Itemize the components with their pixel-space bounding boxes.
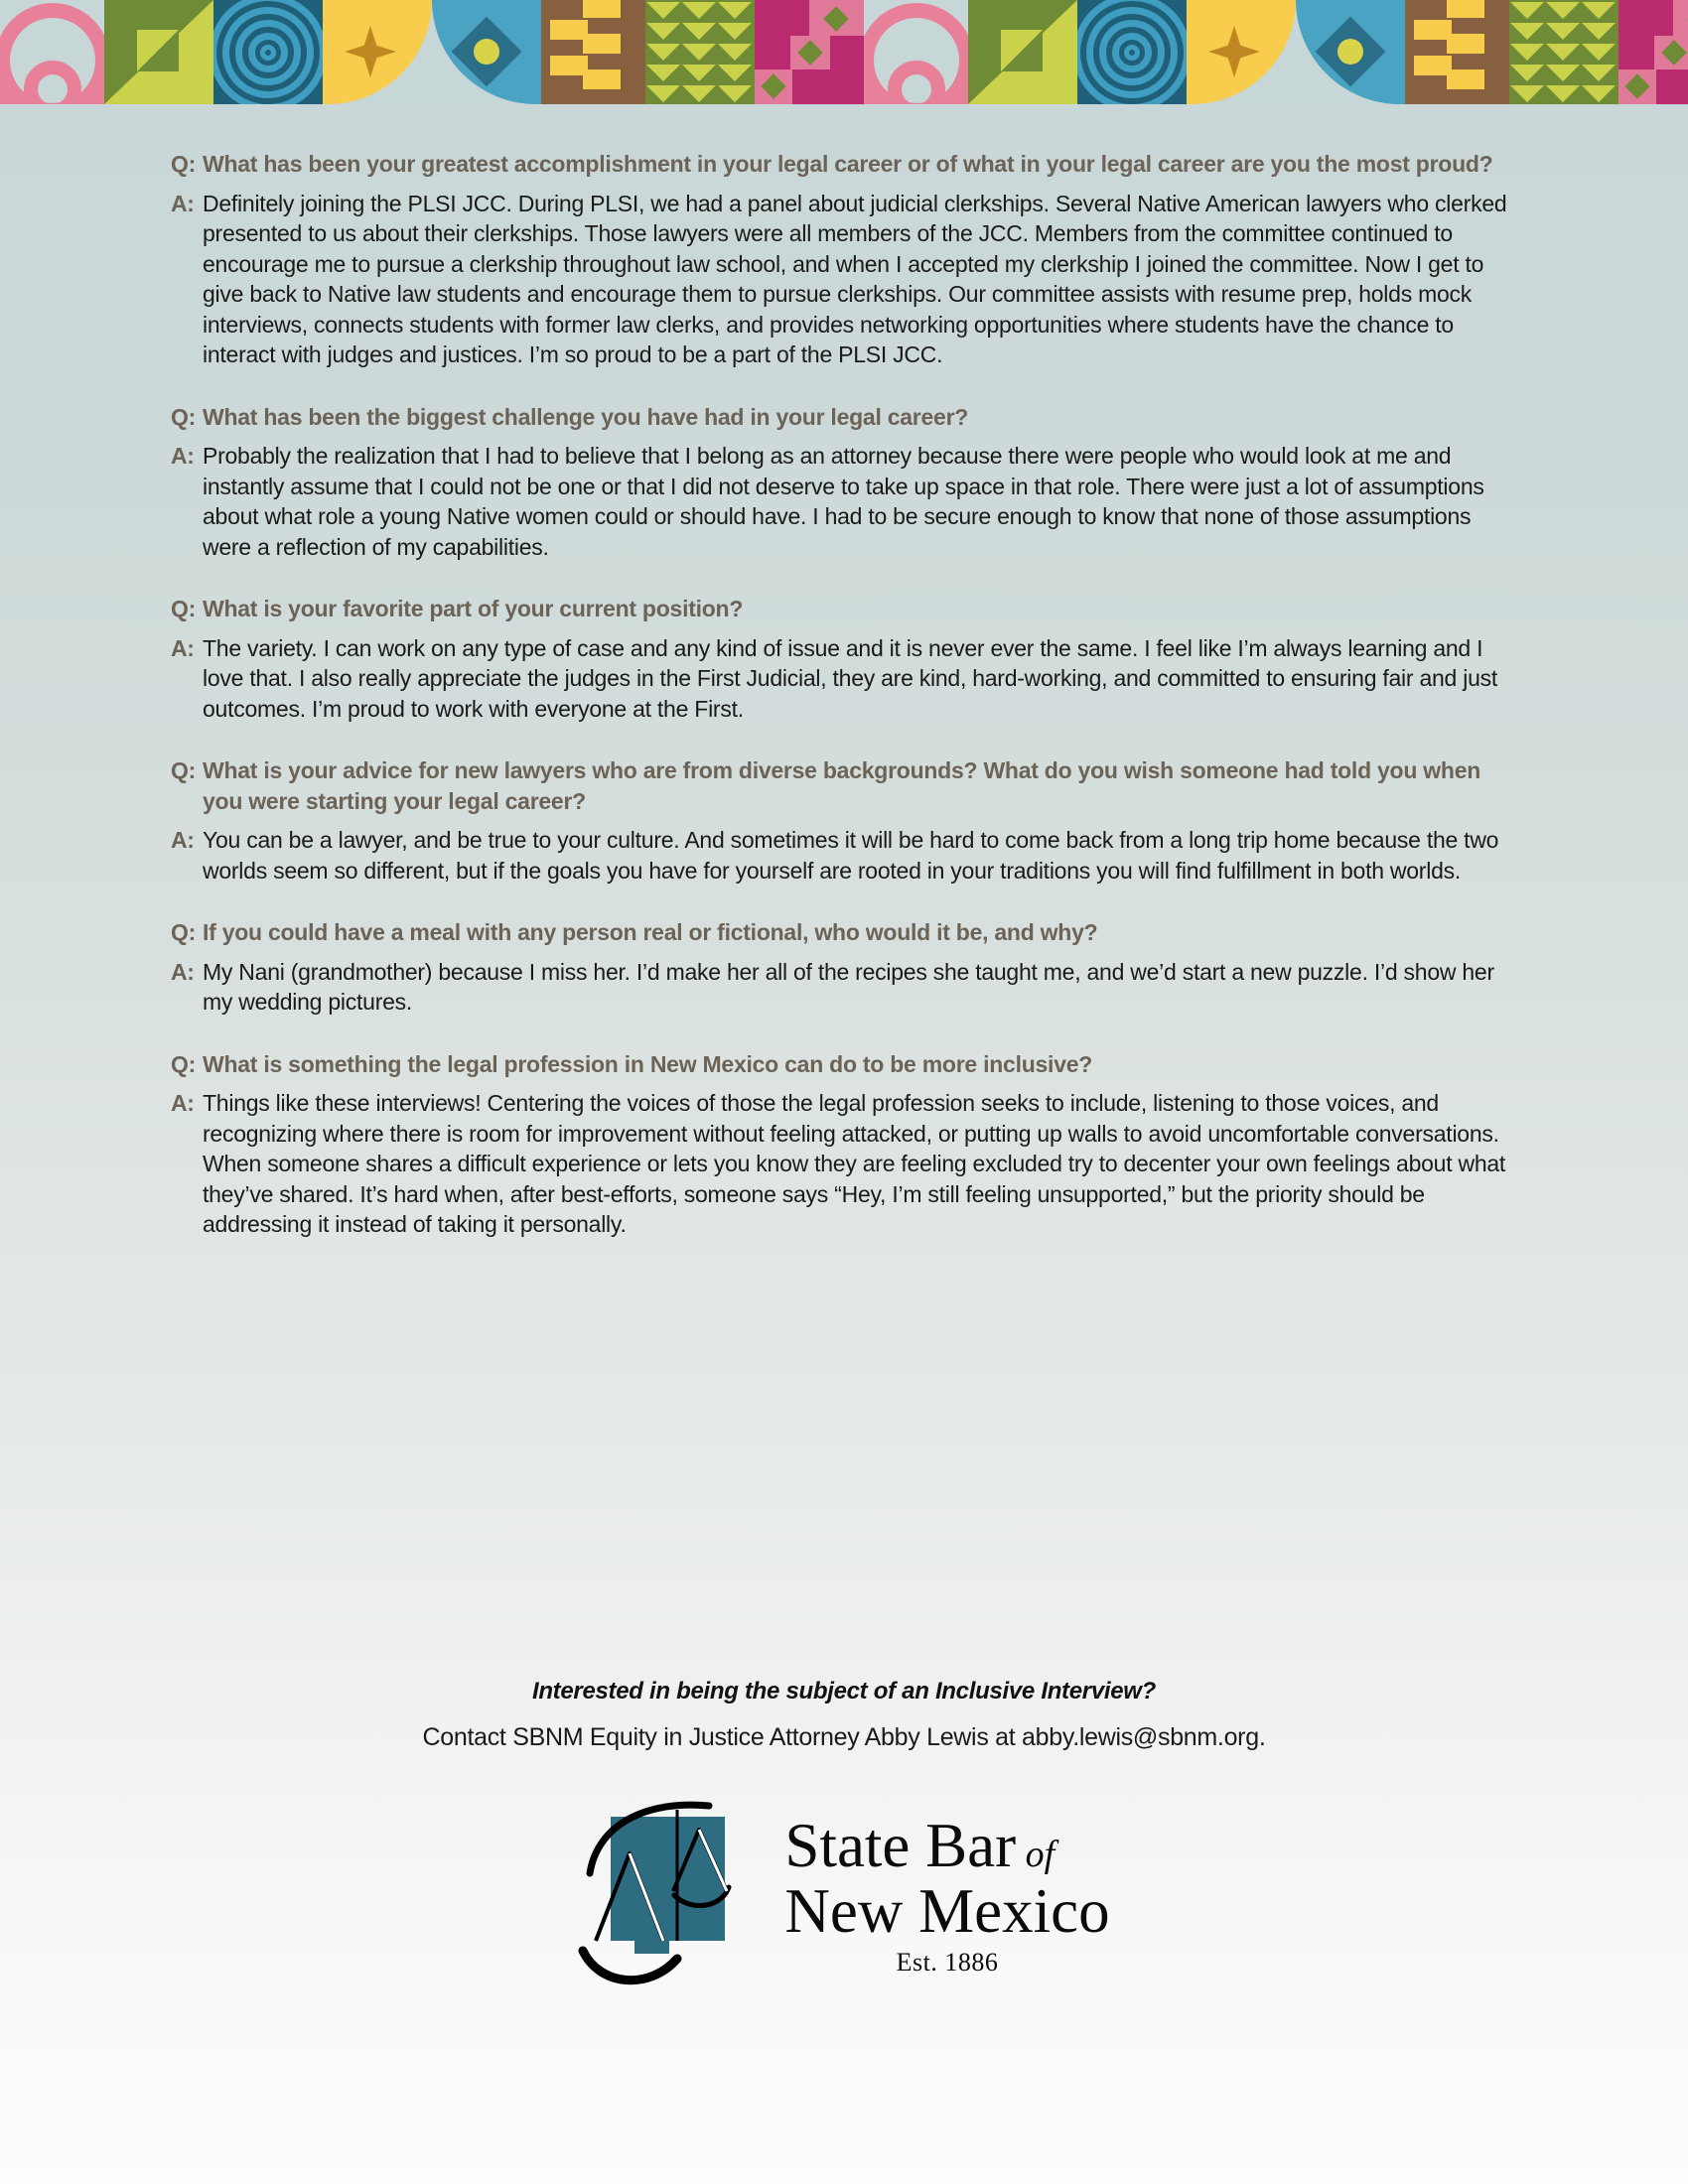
answer-text: The variety. I can work on any type of case and any kind of issue and it is never ever the same. I feel like I’m always learning and I love that. I also really appreciate the judges in the First Judicial, they are kind, hard-working, and committed to ensuring fair and just outcomes. I’m proud to work with everyone at the First. — [203, 634, 1498, 722]
question-text: If you could have a meal with any person real or fictional, who would it be, and why? — [203, 919, 1098, 945]
question-label: Q: — [171, 1050, 196, 1077]
qa-block — [171, 1049, 1516, 1240]
logo-established-text: Est. 1886 — [896, 1948, 999, 1978]
pattern-tile-diagonal-square — [968, 0, 1077, 104]
question-text: What is something the legal profession in New Mexico can do to be more inclusive? — [203, 1050, 1093, 1077]
question-row — [171, 594, 1516, 624]
question-row — [171, 755, 1516, 816]
pattern-tile-triangles — [645, 0, 755, 104]
question-label: Q: — [171, 757, 196, 783]
pattern-tile-arcs — [864, 0, 968, 104]
decorative-header-band — [0, 0, 1688, 104]
answer-row — [171, 825, 1516, 886]
answer-label: A: — [171, 190, 195, 216]
pattern-tile-concentric-rings — [1077, 0, 1187, 104]
answer-row — [171, 633, 1516, 725]
logo-line-2: New Mexico — [784, 1875, 1110, 1946]
answer-text: Things like these interviews! Centering the voices of those the legal profession seeks to include, listening to those voices, and recognizing where there is room for improvement without feeling attacked, or putting up walls to avoid uncomfortable conversations. When someone shares a difficult experience or lets you know they are feeling excluded try to decenter your own feelings about what they’ve shared. It’s hard when, after best-efforts, someone says “Hey, I’m still feeling unsupported,” but the priority should be addressing it instead of taking it personally. — [203, 1090, 1506, 1237]
pattern-tile-star — [1187, 0, 1296, 104]
interview-content — [171, 149, 1516, 1240]
footer-contact-text: Contact SBNM Equity in Justice Attorney Abby Lewis at abby.lewis@sbnm.org. — [422, 1723, 1266, 1751]
qa-block — [171, 149, 1516, 370]
qa-block — [171, 755, 1516, 886]
qa-block — [171, 402, 1516, 563]
pattern-tile-bars — [541, 0, 645, 104]
pattern-tile-diagonal-square — [104, 0, 213, 104]
question-row — [171, 1049, 1516, 1080]
question-row — [171, 402, 1516, 433]
pattern-tile-star — [323, 0, 432, 104]
pattern-tile-diamond — [432, 0, 541, 104]
logo-of-text: of — [1016, 1834, 1055, 1875]
question-label: Q: — [171, 919, 196, 945]
question-label: Q: — [171, 151, 196, 177]
logo-wrap — [0, 1792, 1688, 2005]
pattern-tile-checks — [1618, 0, 1688, 104]
pattern-tile-arcs — [0, 0, 104, 104]
question-label: Q: — [171, 403, 196, 430]
logo-line-1 — [784, 1811, 1109, 1880]
answer-label: A: — [171, 1090, 195, 1116]
scales-of-justice-new-mexico-icon — [578, 1792, 776, 2005]
pattern-tile-checks — [755, 0, 864, 104]
answer-text: Probably the realization that I had to believe that I belong as an attorney because there were people who would look at me and instantly assume that I could not be one or that I did not deserve to take up space in that role. There were just a lot of assumptions about what role a young Native women could or should have. I had to be secure enough to know that none of those assumptions were a reflection of my capabilities. — [203, 443, 1484, 560]
answer-label: A: — [171, 443, 195, 469]
qa-block — [171, 594, 1516, 724]
answer-label: A: — [171, 827, 195, 853]
question-label: Q: — [171, 596, 196, 621]
question-text: What is your advice for new lawyers who are from diverse backgrounds? What do you wish someone had told you when you were starting your legal career? — [203, 757, 1481, 814]
answer-text: You can be a lawyer, and be true to your culture. And sometimes it will be hard to come back from a long trip home because the two worlds seem so different, but if the goals you have for yourself are rooted in your traditions you will find fulfillment in both worlds. — [203, 827, 1499, 884]
footer — [0, 1678, 1688, 1752]
question-text: What has been the biggest challenge you have had in your legal career? — [203, 403, 969, 430]
logo-state-bar-text: State Bar — [784, 1811, 1017, 1880]
answer-text: My Nani (grandmother) because I miss her. I’d make her all of the recipes she taught me, and we’d start a new puzzle. I’d show her my wedding pictures. — [203, 958, 1494, 1015]
pattern-tile-diamond — [1296, 0, 1405, 104]
answer-row — [171, 1088, 1516, 1240]
answer-label: A: — [171, 634, 195, 661]
question-row — [171, 149, 1516, 180]
answer-text: Definitely joining the PLSI JCC. During PLSI, we had a panel about judicial clerkships. Several Native American lawyers who clerked presented to us about their clerkships. Those lawyers were all members of the JCC. Members from the committee continued to encourage me to pursue a clerkship throughout law school, and when I accepted my clerkship I joined the committee. Now I get to give back to Native law students and encourage them to pursue clerkships. Our committee assists with resume prep, holds mock interviews, connects students with former law clerks, and provides networking opportunities where students have the chance to interact with judges and justices. I’m so proud to be a part of the PLSI JCC. — [203, 190, 1507, 367]
question-row — [171, 917, 1516, 948]
answer-row — [171, 957, 1516, 1018]
footer-cta-text: Interested in being the subject of an Inclusive Interview? — [531, 1678, 1157, 1705]
answer-row — [171, 189, 1516, 370]
answer-row — [171, 441, 1516, 562]
state-bar-logo — [578, 1792, 1109, 2005]
pattern-tile-triangles — [1509, 0, 1618, 104]
question-text: What is your favorite part of your current position? — [203, 596, 744, 621]
pattern-tile-concentric-rings — [213, 0, 323, 104]
question-text: What has been your greatest accomplishment in your legal career or of what in your legal career are you the most proud? — [203, 151, 1493, 177]
pattern-tile-bars — [1405, 0, 1509, 104]
answer-label: A: — [171, 958, 195, 985]
qa-block — [171, 917, 1516, 1018]
logo-text — [784, 1792, 1109, 1978]
